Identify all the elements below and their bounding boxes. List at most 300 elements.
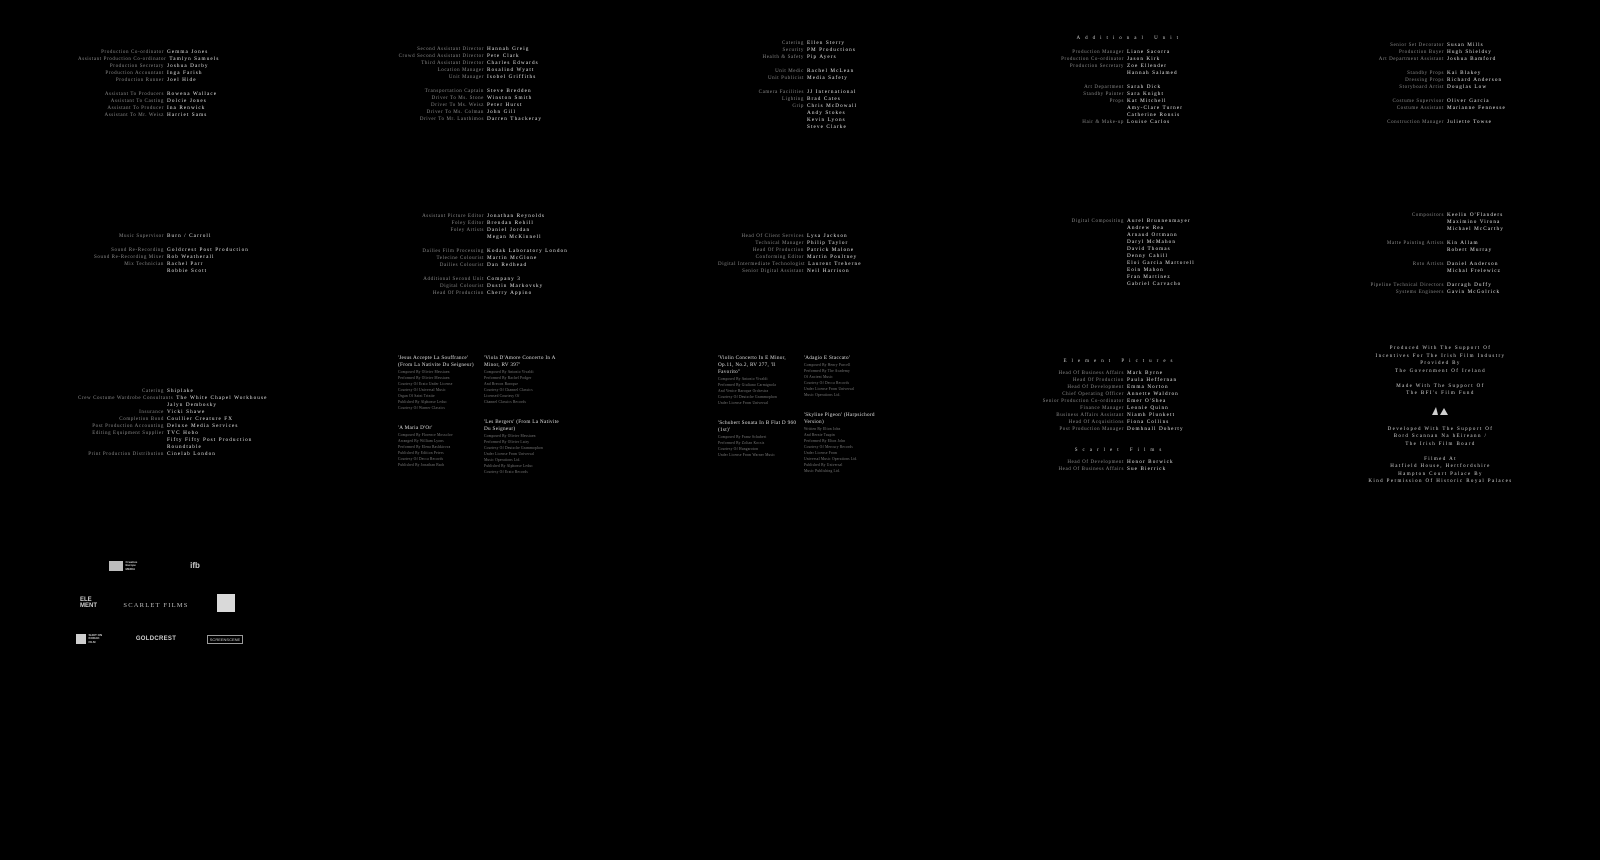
credit-name: Andy Stokes <box>807 110 846 116</box>
credit-role: Pipeline Technical Directors <box>1370 283 1444 288</box>
support-line: Incentives For The Irish Film Industry <box>1375 353 1506 359</box>
credit-role: Editing Equipment Supplier <box>92 431 164 436</box>
music-cue-line: Published By Alphonse Leduc <box>398 400 448 404</box>
credit-name: Peter Hurst <box>487 102 523 108</box>
credit-row <box>78 402 243 409</box>
credit-row <box>78 49 243 56</box>
credit-row <box>1038 370 1203 377</box>
credit-name: The White Chapel Workhouse <box>176 395 268 401</box>
music-cue-line: Channel Classics Records <box>484 400 527 404</box>
credit-role: Props <box>1109 99 1124 104</box>
ifb-logo: ifb <box>190 560 200 570</box>
credit-name: Annette Waldron <box>1127 391 1179 397</box>
credit-name: Coullier Creature FX <box>167 416 234 422</box>
credit-name: Robbie Scott <box>167 268 208 274</box>
credit-name: Keelin O'Flanders <box>1447 212 1504 218</box>
credit-name: Emer O'Shea <box>1127 398 1167 404</box>
credit-name: Emma Norton <box>1127 384 1169 390</box>
credit-row <box>1358 282 1523 289</box>
credit-role: Roto Artists <box>1412 262 1444 267</box>
credit-row <box>1038 398 1203 405</box>
credit-name: Marianne Fennesse <box>1447 105 1506 111</box>
credit-name: Sarah Dick <box>1127 84 1162 90</box>
credit-name: Brad Cates <box>807 96 841 102</box>
credit-row <box>1038 98 1203 105</box>
credit-name: Cinelab London <box>167 451 216 457</box>
credit-name: Burn / Carroll <box>167 233 212 239</box>
film4-logo <box>216 593 236 613</box>
credit-name: Jalyn Dembosky <box>167 402 218 408</box>
spacer <box>1358 63 1523 70</box>
credit-role: Art Department <box>1084 85 1124 90</box>
credit-role: Senior Set Decorator <box>1390 43 1444 48</box>
credit-row <box>1038 426 1203 433</box>
credit-role: Sound Re-Recording Mixer <box>94 255 164 260</box>
credit-row <box>398 283 563 290</box>
music-cue-line: Music Operations Ltd. <box>484 458 521 462</box>
credit-role: Assistant To Mr. Weisz <box>104 113 164 118</box>
credit-name: Denny Cahill <box>1127 253 1169 259</box>
music-cue-line: Performed By The Academy <box>804 369 850 373</box>
music-cue-line: Published By Jonathan Bach <box>398 463 445 467</box>
credit-name: Jason Kirk <box>1127 56 1161 62</box>
credit-role: Assistant Picture Editor <box>422 214 484 219</box>
support-line: Made With The Support Of <box>1396 383 1485 389</box>
credit-name: Ellen Sterry <box>807 40 846 46</box>
credit-row <box>78 444 243 451</box>
music-cue-line: Published By Edition Peters <box>398 451 444 455</box>
credit-role: Head Of Client Services <box>741 234 804 239</box>
credit-name: Dan Redhead <box>487 262 528 268</box>
element-pictures-list <box>1038 370 1203 433</box>
credit-name: Isobel Griffiths <box>487 74 537 80</box>
credit-name: Media Safety <box>807 75 849 81</box>
spacer <box>1358 112 1523 119</box>
credit-row <box>1038 459 1203 466</box>
music-cue-line: Under License From Universal <box>484 452 535 456</box>
credit-role: Unit Publicist <box>767 76 804 81</box>
credit-name: Gemma Jones <box>167 49 209 55</box>
credit-role: Second Assistant Director <box>417 47 484 52</box>
credit-name: Susan Mills <box>1447 42 1484 48</box>
credit-row <box>718 75 883 82</box>
luttrellstown-logo <box>1358 402 1523 422</box>
credit-name: Rosalind Wyatt <box>487 67 535 73</box>
credit-name: Shiplake <box>167 388 194 394</box>
credit-name: Inga Farish <box>167 70 203 76</box>
music-cue <box>398 355 478 411</box>
credit-name: Charles Edwards <box>487 60 539 66</box>
music-cue-line: Performed By Elton John <box>804 439 846 443</box>
credit-row <box>1358 70 1523 77</box>
credit-row <box>1358 247 1523 254</box>
credits-panel-10 <box>1358 212 1523 296</box>
credit-name: Oliver Garcia <box>1447 98 1490 104</box>
credit-row <box>78 416 243 423</box>
credit-role: Crowd Second Assistant Director <box>398 54 484 59</box>
credit-role: Driver To Ms. Stone <box>431 96 484 101</box>
credit-name: Brendan Rehill <box>487 220 534 226</box>
credit-row <box>78 395 268 402</box>
credit-name: Andrew Rea <box>1127 225 1165 231</box>
credit-role: Additional Second Unit <box>423 277 484 282</box>
credit-row <box>78 430 243 437</box>
credit-name: Honor Borwick <box>1127 459 1174 465</box>
credit-row <box>1038 70 1203 77</box>
credit-row <box>78 388 243 395</box>
credit-role: Mix Technician <box>124 262 164 267</box>
credit-row <box>1358 77 1523 84</box>
credits-panel-8 <box>718 233 883 275</box>
credit-role: Completion Bond <box>119 417 164 422</box>
credit-role: Systems Engineers <box>1395 290 1444 295</box>
credit-row <box>1038 91 1203 98</box>
music-cue-title: 'A Maria D'Or' <box>398 425 433 431</box>
credits-panel-5 <box>1358 42 1523 126</box>
credit-row <box>1358 261 1523 268</box>
credit-role: Production Co-ordinator <box>101 50 164 55</box>
music-cue-line: Published By Alphonse Leduc <box>484 464 534 468</box>
music-cue-title: 'Schubert Sonata In B Flat D 960 (1st)' <box>718 420 797 433</box>
music-cue-line: Courtesy Of Channel Classics <box>484 388 533 392</box>
credit-row <box>78 268 243 275</box>
credit-row <box>1038 391 1203 398</box>
credit-row <box>1038 260 1203 267</box>
music-cue-line: And Venice Baroque Orchestra <box>718 389 769 393</box>
music-cues-left-2 <box>718 355 798 458</box>
credit-role: Head Of Production <box>752 248 804 253</box>
credit-row <box>78 98 243 105</box>
credit-role: Location Manager <box>437 68 484 73</box>
music-cue-line: Under License From <box>804 451 838 455</box>
credit-role: Post Production Manager <box>1059 427 1124 432</box>
credit-role: Telecine Colourist <box>436 256 484 261</box>
credit-name: Pete Clark <box>487 53 520 59</box>
credit-row <box>1038 84 1203 91</box>
credit-row <box>1358 119 1523 126</box>
spacer <box>718 82 883 89</box>
credit-name: Gabriel Carvacho <box>1127 281 1182 287</box>
credit-role: Costume Supervisor <box>1392 99 1444 104</box>
credit-name: Mark Byrne <box>1127 370 1164 376</box>
credit-role: Production Manager <box>1072 50 1124 55</box>
music-cue-title: 'Adagio E Staccato' <box>804 355 851 361</box>
credit-name: Philip Taylor <box>807 240 849 246</box>
spacer <box>718 61 883 68</box>
credit-name: Jonathan Reynolds <box>487 213 546 219</box>
credit-role: Sound Re-Recording <box>111 248 164 253</box>
support-line: The Government Of Ireland <box>1395 368 1486 374</box>
credit-role: Assistant Production Co-ordinator <box>78 57 167 62</box>
support-lines-bottom <box>1358 426 1523 486</box>
goldcrest-logo: GOLDCREST <box>135 636 177 642</box>
music-cue-line: Courtesy Of Decca Records <box>804 381 850 385</box>
credit-row <box>78 409 243 416</box>
support-line: Developed With The Support Of <box>1387 426 1494 432</box>
credit-row <box>1358 226 1523 233</box>
music-cue-line: Music Publishing Ltd. <box>804 469 841 473</box>
credit-row <box>1038 466 1203 473</box>
music-cue-line: Composed By Henry Purcell <box>804 363 851 367</box>
credit-name: Kin Allam <box>1447 240 1479 246</box>
music-cue-line: And Bernie Taupin <box>804 433 835 437</box>
credit-name: Kodak Laboratory London <box>487 248 568 254</box>
credit-role: Standby Painter <box>1083 92 1124 97</box>
credit-row <box>718 89 883 96</box>
credit-role: Grip <box>792 104 804 109</box>
credit-name: Rachel McLean <box>807 68 855 74</box>
credit-name: Megan McKinnell <box>487 234 542 240</box>
credit-role: Post Production Accounting <box>92 424 164 429</box>
credit-role: Digital Colourist <box>440 284 484 289</box>
music-cue-line: Composed By Olivier Messiaen <box>484 434 536 438</box>
credit-row <box>718 261 883 268</box>
music-cue-line: Performed By Rachel Podger <box>484 376 532 380</box>
credit-role: Production Accountant <box>105 71 164 76</box>
music-cue-line: Music Operations Ltd. <box>804 393 841 397</box>
credit-role: Unit Manager <box>448 75 484 80</box>
credit-row <box>718 254 883 261</box>
credit-row <box>1038 412 1203 419</box>
credit-name: Dolcie Jones <box>167 98 207 104</box>
music-cue-line: Courtesy Of Erato Records <box>484 470 529 474</box>
music-cue-line: Performed By Olivier Latry <box>484 440 530 444</box>
support-line <box>1358 375 1523 383</box>
credit-role: Conforming Editor <box>755 255 804 260</box>
credit-role: Security <box>782 48 804 53</box>
credit-row <box>718 96 883 103</box>
credit-role: Construction Manager <box>1387 120 1444 125</box>
credit-row <box>398 60 563 67</box>
spacer <box>398 241 563 248</box>
credit-row <box>1038 56 1203 63</box>
credit-row <box>718 247 883 254</box>
credit-role: Digital Intermediate Technologist <box>718 262 806 267</box>
music-cue-line: Composed By Florence Mossolov <box>398 433 453 437</box>
credit-name: Juliette Towse <box>1447 119 1493 125</box>
credit-role: Finance Manager <box>1080 406 1124 411</box>
credit-name: Liane Sacorra <box>1127 49 1171 55</box>
credit-row <box>78 423 243 430</box>
credit-role: Unit Medic <box>775 69 804 74</box>
credit-name: Robert Murray <box>1447 247 1493 253</box>
credit-name: Eoin Mahon <box>1127 267 1164 273</box>
credit-role: Dailies Colourist <box>439 263 484 268</box>
credit-row <box>1358 268 1523 275</box>
credit-role: Dailies Film Processing <box>422 249 484 254</box>
credit-role: Business Affairs Assistant <box>1056 413 1124 418</box>
music-cue-line: Courtesy Of Deutsche Grammophon <box>718 395 777 399</box>
credits-panel-14 <box>1038 358 1203 473</box>
music-cue-line: Universal Music Operations Ltd. <box>804 457 858 461</box>
credit-name: Michael McCarthy <box>1447 226 1504 232</box>
music-cue <box>804 355 884 398</box>
credit-role: Costume Assistant <box>1396 106 1444 111</box>
credit-row <box>718 117 883 124</box>
credits-panel-2 <box>398 46 563 123</box>
music-cue-line: Composed By Antonio Vivaldi <box>718 377 768 381</box>
support-line: Filmed At <box>1424 456 1457 462</box>
credit-name: Michal Frelewicz <box>1447 268 1502 274</box>
credit-name: Richard Anderson <box>1447 77 1503 83</box>
credit-row <box>78 56 243 63</box>
music-cue-line: Licensed Courtesy Of <box>484 394 520 398</box>
credit-name: Ina Renwick <box>167 105 206 111</box>
credit-role: Production Runner <box>115 78 164 83</box>
credit-role: Transportation Captain <box>424 89 484 94</box>
credit-name: Hannah Greig <box>487 46 530 52</box>
credit-row <box>78 261 243 268</box>
credit-name: Patrick Malone <box>807 247 855 253</box>
credit-name: JJ International <box>807 89 857 95</box>
support-line: Produced With The Support Of <box>1389 346 1492 351</box>
credit-row <box>78 70 243 77</box>
credit-name: Chris McDowall <box>807 103 858 109</box>
credit-row <box>398 290 563 297</box>
credit-row <box>1038 384 1203 391</box>
credit-row <box>398 234 563 241</box>
screenscene-logo: SCREENSCENE <box>204 634 246 644</box>
music-cue-line: Performed By Zoltan Kocsis <box>718 441 765 445</box>
credit-name: Winston Smith <box>487 95 533 101</box>
credit-row <box>1358 105 1523 112</box>
credit-name: Joel Hide <box>167 77 197 83</box>
credit-row <box>398 109 563 116</box>
support-lines-top <box>1358 345 1523 398</box>
credit-row <box>1038 232 1203 239</box>
credit-row <box>1358 98 1523 105</box>
credit-role: Foley Artists <box>450 228 484 233</box>
credit-role: Production Co-ordinator <box>1061 57 1124 62</box>
credit-row <box>1038 63 1203 70</box>
music-cue-line: Performed By Elena Bashkirova <box>398 445 451 449</box>
credit-name: Rowena Wallace <box>167 91 218 97</box>
credit-name: Neil Harrison <box>807 268 850 274</box>
credit-name: Aurel Brunnenmayer <box>1127 218 1191 224</box>
credit-role: Assistant To Casting <box>110 99 164 104</box>
music-cue-line: Of Ancient Music <box>804 375 833 379</box>
credit-row <box>1038 49 1203 56</box>
music-cue-line: Under License From Universal <box>718 401 769 405</box>
music-cue-line: Courtesy Of Decca Records <box>398 457 444 461</box>
credit-name: Fifty Fifty Post Production <box>167 437 253 443</box>
credit-role: Assistant To Producers <box>104 92 164 97</box>
music-cue-line: Arranged By William Lyons <box>398 439 444 443</box>
credit-role: Third Assistant Director <box>421 61 484 66</box>
credit-name: John Gill <box>487 109 517 115</box>
credit-name: Paula Heffernan <box>1127 377 1178 383</box>
credit-role: Dressing Props <box>1405 78 1444 83</box>
scarlet-films-list <box>1038 459 1203 473</box>
support-line: Hampton Court Palace By <box>1398 471 1483 477</box>
panel-heading: Additional Unit <box>1076 36 1183 41</box>
music-cue-line: Published By Universal <box>804 463 843 467</box>
credit-row <box>78 91 243 98</box>
credit-role: Head Of Production <box>432 291 484 296</box>
credit-name: Sara Knight <box>1127 91 1165 97</box>
credit-row <box>1038 274 1203 281</box>
music-cue-line: Under License From Warner Music <box>718 453 776 457</box>
scarlet-films-heading: Scarlet Films <box>1074 448 1167 453</box>
music-cues-right <box>484 355 564 475</box>
credit-role: Catering <box>141 389 164 394</box>
credit-role: Insurance <box>139 410 164 415</box>
music-cue-line: Courtesy Of Mercury Records <box>804 445 854 449</box>
credit-row <box>718 68 883 75</box>
credit-role: Crew Costume Wardrobe Consultants <box>78 396 174 401</box>
credit-row <box>1038 405 1203 412</box>
music-cue-title: 'Skyline Pigeon' (Harpsichord Version) <box>804 412 875 425</box>
credit-name: Lysa Jackson <box>807 233 848 239</box>
spacer <box>78 84 243 91</box>
credit-row <box>398 262 563 269</box>
music-cue <box>718 420 798 458</box>
support-line: The Irish Film Board <box>1405 441 1476 447</box>
music-cue-line: Courtesy Of Warner Classics <box>398 406 446 410</box>
credit-row <box>398 53 563 60</box>
credit-name: Company 3 <box>487 276 521 282</box>
credit-name: Rachel Parr <box>167 261 204 267</box>
credit-name: David Thomas <box>1127 246 1171 252</box>
credit-role: Head Of Development <box>1067 385 1124 390</box>
credit-row <box>398 95 563 102</box>
music-cue-title: 'Les Bergers' (From La Nativite Du Seigneur) <box>484 419 560 432</box>
credit-row <box>1038 105 1203 112</box>
credits-panel-9 <box>1038 218 1203 288</box>
music-cue <box>484 419 564 475</box>
music-cue <box>484 355 564 405</box>
credit-row <box>718 47 883 54</box>
credit-row <box>78 77 243 84</box>
credit-row <box>398 248 568 255</box>
music-cue-line: Courtesy Of Universal Music <box>398 388 446 392</box>
credit-row <box>78 63 243 70</box>
credits-panel-7 <box>398 213 568 297</box>
credit-role: Matte Painting Artists <box>1386 241 1444 246</box>
credit-row <box>78 112 243 119</box>
credit-name: Hannah Salamed <box>1127 70 1178 76</box>
music-cue-line: Organ Of Saint Trinite <box>398 394 435 398</box>
spacer <box>1358 254 1523 261</box>
credit-row <box>718 103 883 110</box>
credit-role: Head Of Acquisitions <box>1068 420 1124 425</box>
credit-row <box>1358 56 1523 63</box>
credit-row <box>1358 42 1523 49</box>
credit-name: Maximino Virona <box>1447 219 1501 225</box>
credit-row <box>398 116 563 123</box>
credit-name: Domhnall Doherty <box>1127 426 1184 432</box>
credit-name: Tamlyn Samuels <box>169 56 220 62</box>
credit-role: Head Of Business Affairs <box>1058 371 1124 376</box>
spacer <box>78 240 243 247</box>
credit-name: Niamh Plunkett <box>1127 412 1176 418</box>
credit-row <box>78 254 243 261</box>
credit-role: Head Of Business Affairs <box>1058 467 1124 472</box>
panel-4-list <box>1038 49 1203 126</box>
credit-name: Fran Martinez <box>1127 274 1171 280</box>
element-pictures-logo: ELE MENT <box>80 597 97 609</box>
music-cue-line: Composed By Olivier Messiaen <box>398 370 450 374</box>
credit-row <box>718 110 883 117</box>
credit-name: Amy-Clare Turner <box>1127 105 1184 111</box>
credit-row <box>1358 49 1523 56</box>
music-cues-left <box>398 355 478 468</box>
credit-role: Production Secretary <box>109 64 164 69</box>
support-line: Kind Permission Of Historic Royal Palaces <box>1368 479 1513 484</box>
credit-role: Print Production Distribution <box>88 452 164 457</box>
credit-name: Eloi Garcia Martorell <box>1127 260 1195 266</box>
credit-name: Vicki Shawe <box>167 409 206 415</box>
